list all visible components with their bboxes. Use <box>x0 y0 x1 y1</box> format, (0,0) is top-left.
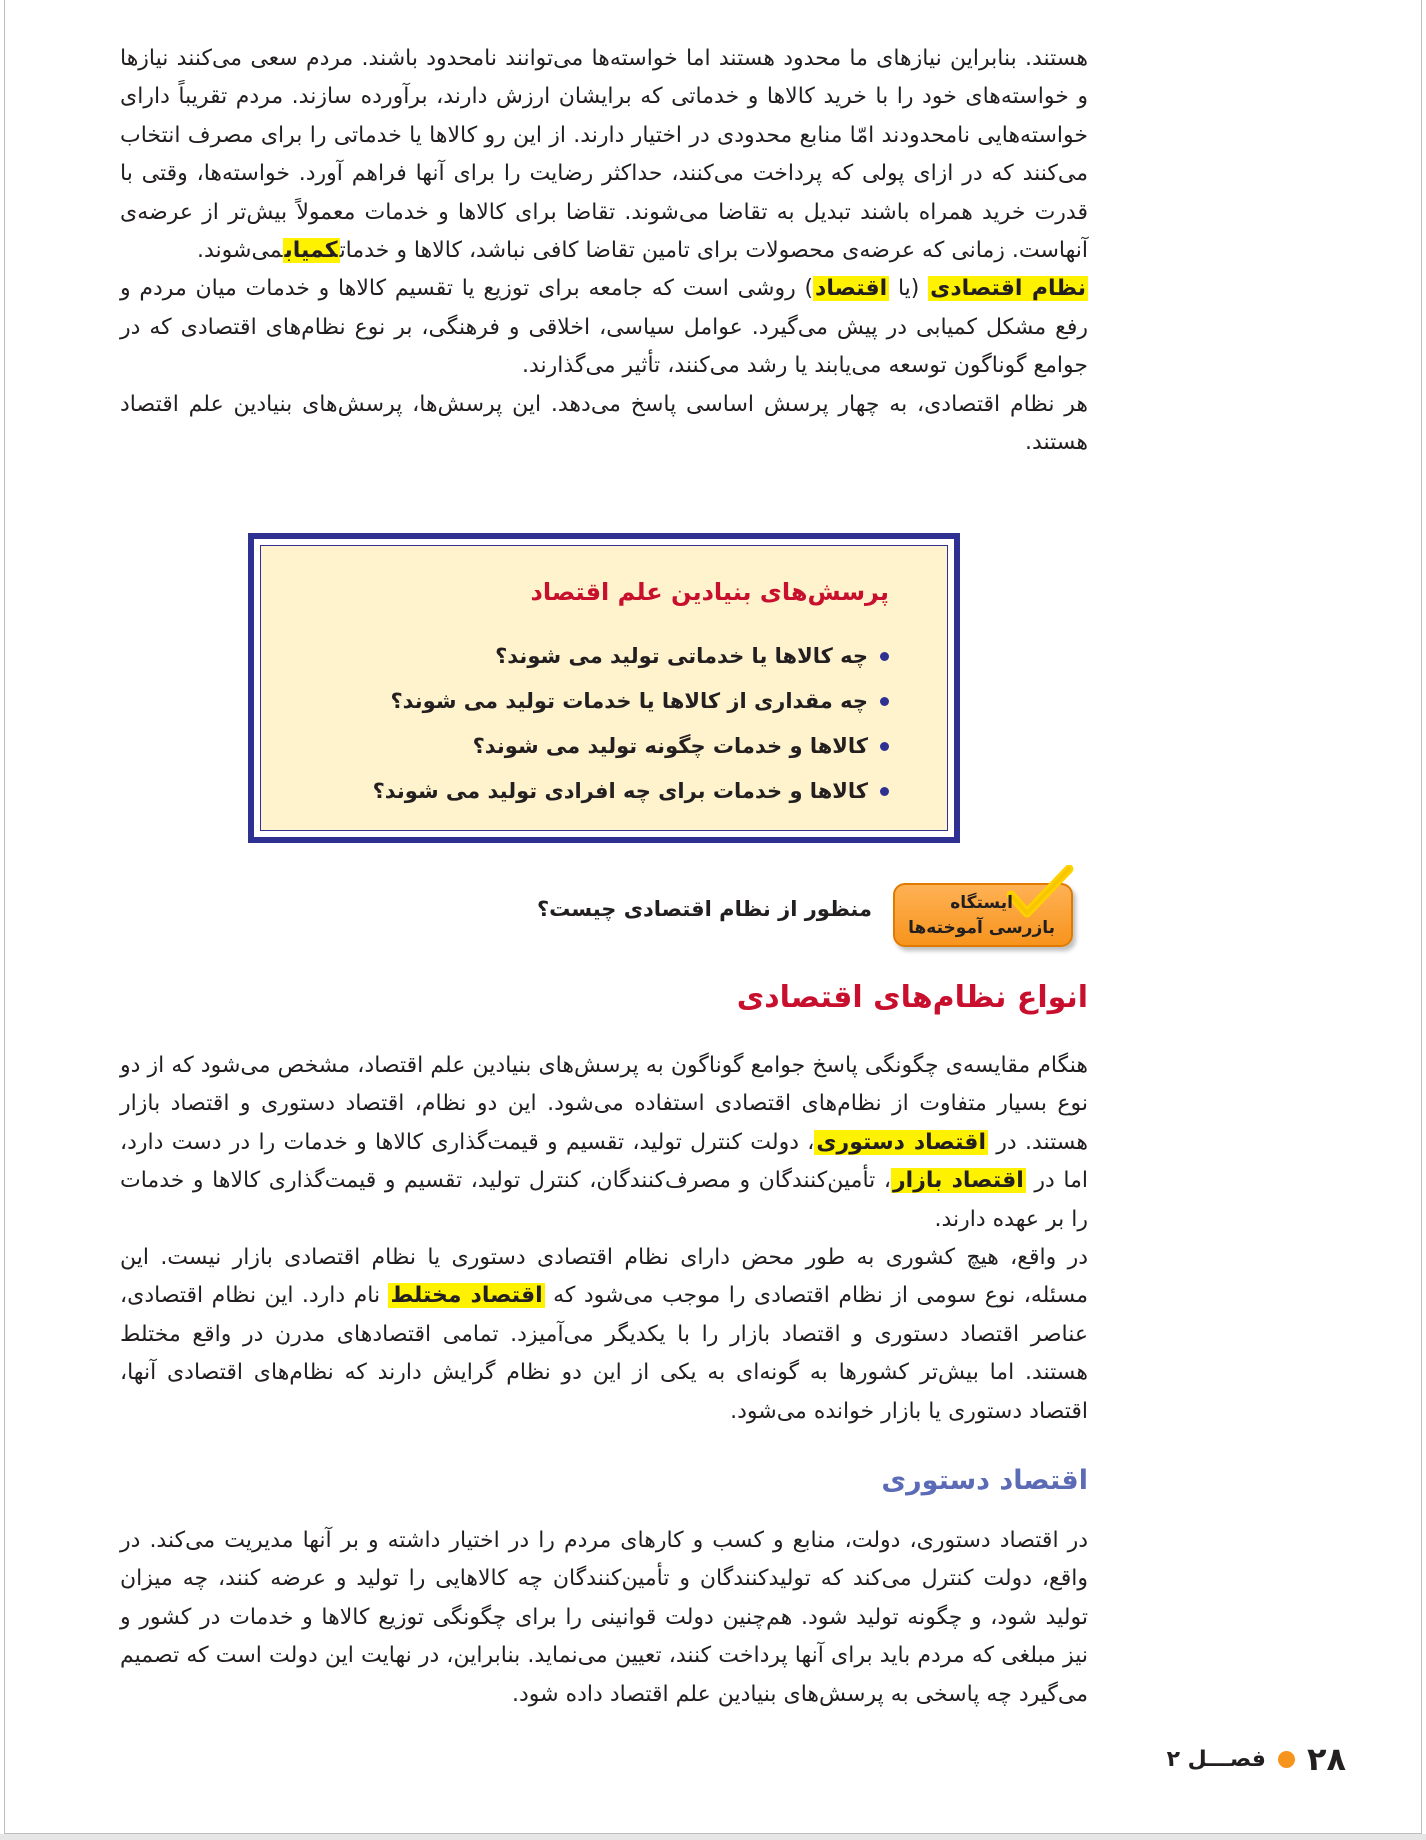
subsection-paragraph-1: در اقتصاد دستوری، دولت، منابع و کسب و کارهای مردم را در اختیار داشته و بر آنها مدیریت می‌کند. در واقع، دولت کنترل می‌کند که تولیدکنندگان و تأمین‌کنندگان چه کالاهایی را تولید و عرضه کنند، چه میزان تولید شود، و چگونه تولید شود. هم‌چنین دولت قوانینی را برای چگونگی توزیع کالاها و خدمات در کشور و نیز مبلغی که مردم باید برای آنها پرداخت کنند، تعیین می‌نماید. بنابراین، در نهایت این دولت است که تصمیم می‌گیرد چه پاسخی به پرسش‌های بنیادین علم اقتصاد داده شود. <box>120 1528 1088 1707</box>
checkpoint-line-2: بازرسی آموخته‌ها <box>908 918 1055 938</box>
orange-dot-icon <box>1278 1751 1295 1768</box>
section-p1-c: ، تأمین‌کنندگان و مصرف‌کنندگان، کنترل تولید، تقسیم و قیمت‌گذاری کالاها و خدمات را بر عهده دارند. <box>120 1168 1088 1232</box>
questions-box-title: پرسش‌های بنیادین علم اقتصاد <box>530 578 889 606</box>
section-paragraph-1 <box>120 1047 1088 1239</box>
intro-text <box>120 40 1088 462</box>
question-item <box>373 634 889 679</box>
page-footer <box>1167 1740 1346 1778</box>
learning-checkpoint-badge <box>893 883 1073 947</box>
subsection-text <box>120 1522 1088 1714</box>
intro-paragraph-2 <box>120 270 1088 385</box>
intro-paragraph-1 <box>120 40 1088 270</box>
bullet-icon <box>880 742 889 751</box>
intro-p2-mid: (یا <box>889 276 929 302</box>
bullet-icon <box>880 787 889 796</box>
subsection-title: اقتصاد دستوری <box>881 1465 1088 1496</box>
question-text: چه کالاها یا خدماتی تولید می شوند؟ <box>495 644 868 668</box>
checkpoint-line-1: ایستگاه <box>950 893 1013 913</box>
question-text: کالاها و خدمات چگونه تولید می شوند؟ <box>472 734 868 758</box>
question-item <box>373 724 889 769</box>
section-p2-a: در واقع، هیچ کشوری به طور محض دارای نظام اقتصادی دستوری یا نظام اقتصادی بازار نیست. این مسئله، نوع سومی از نظام اقتصادی را موجب می‌شود که <box>120 1245 1088 1309</box>
bullet-icon <box>880 652 889 661</box>
questions-box-inner <box>260 545 948 831</box>
intro-p1-end: می‌شوند. <box>196 238 283 264</box>
term-scarce: کمیاب <box>284 238 338 264</box>
section-p1-b: ، دولت کنترل تولید، تقسیم و قیمت‌گذاری کالاها و خدمات را در دست دارد، اما در <box>120 1129 1088 1194</box>
chapter-label: فصـــل ۲ <box>1166 1746 1266 1772</box>
term-market-economy: اقتصاد بازار <box>892 1168 1024 1194</box>
intro-p2-text: ) روشی است که جامعه برای توزیع یا تقسیم کالاها و خدمات میان مردم و رفع مشکل کمیابی در پیش می‌گیرد. عوامل سیاسی، اخلاقی و فرهنگی، بر نوع نظام‌های اقتصادی که در جوامع گوناگون توسعه می‌یابند یا رشد می‌کنند، تأثیر می‌گذارند. <box>120 276 1088 379</box>
term-economic-system: نظام اقتصادی <box>930 276 1086 302</box>
section-text <box>120 1047 1088 1431</box>
checkpoint-label <box>908 891 1055 941</box>
term-mixed-economy: اقتصاد مختلط <box>390 1283 543 1309</box>
bullet-icon <box>880 697 889 706</box>
intro-p1-text: هستند. بنابراین نیازهای ما محدود هستند اما خواسته‌ها می‌توانند نامحدود باشند. مردم سعی می‌کنند نیازها و خواسته‌های خود را با خرید کالاها و خدماتی که برایشان ارزش دارند، برآورده سازند. مردم تقریباً دارای خواسته‌هایی نامحدودند امّا منابع محدودی در اختیار دارند. از این رو کالاها یا خدماتی را برای مصرف انتخاب می‌کنند که در ازای پولی که پرداخت می‌کنند، حداکثر رضایت را برای آنها فراهم آورد. خواسته‌ها، وقتی با قدرت خرید همراه باشند تبدیل به تقاضا می‌شوند. تقاضا برای کالاها و خدمات معمولاً بیش‌تر از عرضه‌ی آنهاست. زمانی که عرضه‌ی محصولات برای تامین تقاضا کافی نباشد، کالاها و خدمات <box>120 46 1088 264</box>
section-paragraph-2 <box>120 1239 1088 1431</box>
questions-list <box>373 634 889 814</box>
checkpoint-question: منظور از نظام اقتصادی چیست؟ <box>536 897 872 921</box>
question-text: کالاها و خدمات برای چه افرادی تولید می شوند؟ <box>372 779 868 803</box>
bottom-bar <box>0 1834 1426 1840</box>
term-economy: اقتصاد <box>815 276 888 302</box>
term-command-economy: اقتصاد دستوری <box>816 1129 986 1155</box>
question-item <box>373 769 889 814</box>
section-p2-b: نام دارد. این نظام اقتصادی، عناصر اقتصاد دستوری و اقتصاد بازار را با یکدیگر می‌آمیزد. تمامی اقتصادهای مدرن در واقع مختلط هستند. اما بیش‌تر کشورها به گونه‌ای به یکی از این دو نظام گرایش دارند که نظام‌های اقتصادی آنها، اقتصاد دستوری یا بازار خوانده می‌شود. <box>120 1283 1088 1424</box>
question-text: چه مقداری از کالاها یا خدمات تولید می شوند؟ <box>390 689 868 713</box>
section-p1-a: هنگام مقایسه‌ی چگونگی پاسخ جوامع گوناگون به پرسش‌های بنیادین علم اقتصاد، مشخص می‌شود که از دو نوع بسیار متفاوت از نظام‌های اقتصادی استفاده می‌شود. این دو نظام، اقتصاد دستوری و اقتصاد بازار هستند. در <box>120 1053 1089 1155</box>
intro-paragraph-3: هر نظام اقتصادی، به چهار پرسش اساسی پاسخ می‌دهد. این پرسش‌ها، پرسش‌های بنیادین علم اقتصاد هستند. <box>120 391 1088 456</box>
question-item <box>373 679 889 724</box>
page-number: ۲۸ <box>1306 1740 1346 1778</box>
fundamental-questions-box <box>248 533 960 843</box>
section-title: انواع نظام‌های اقتصادی <box>736 980 1088 1015</box>
